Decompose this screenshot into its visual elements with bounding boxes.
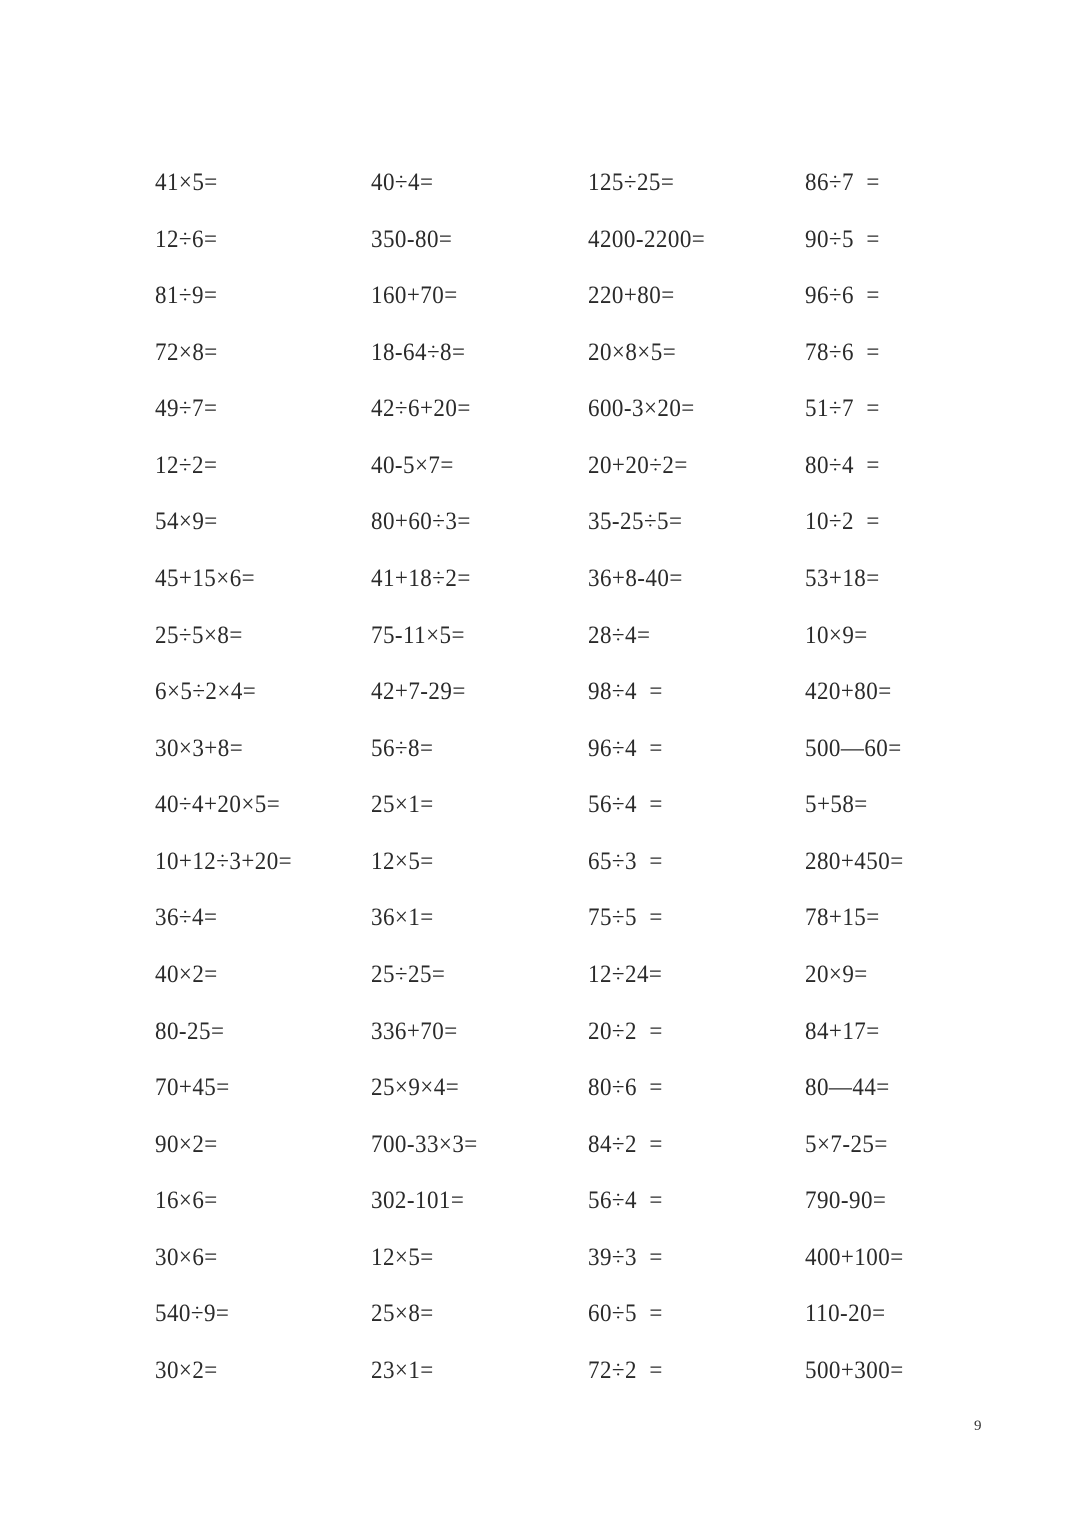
arithmetic-problem: 36+8-40= — [588, 564, 683, 592]
arithmetic-problem: 78+15= — [805, 904, 880, 932]
arithmetic-problem: 350-80= — [371, 225, 453, 253]
arithmetic-problem: 20÷2 = — [588, 1017, 663, 1045]
arithmetic-problem: 80÷6 = — [588, 1074, 663, 1102]
arithmetic-problem: 41+18÷2= — [371, 564, 471, 592]
page-number: 9 — [974, 1418, 982, 1434]
arithmetic-problem: 40÷4= — [371, 169, 434, 196]
arithmetic-problem: 51÷7 = — [805, 395, 880, 423]
problem-row — [0, 559, 1080, 599]
arithmetic-problem: 80—44= — [805, 1074, 890, 1102]
problem-row — [0, 785, 1080, 825]
arithmetic-problem: 4200-2200= — [588, 225, 706, 253]
arithmetic-problem: 5+58= — [805, 791, 868, 819]
arithmetic-problem: 40-5×7= — [371, 451, 454, 479]
arithmetic-problem: 220+80= — [588, 282, 675, 310]
arithmetic-problem: 56÷4 = — [588, 1187, 663, 1215]
arithmetic-problem: 20+20÷2= — [588, 451, 688, 479]
arithmetic-problem: 5×7-25= — [805, 1130, 888, 1158]
problem-row — [0, 1181, 1080, 1221]
problem-row — [0, 729, 1080, 769]
arithmetic-problem: 45+15×6= — [155, 564, 256, 592]
arithmetic-problem: 90×2= — [155, 1130, 218, 1158]
arithmetic-problem: 280+450= — [805, 847, 904, 875]
arithmetic-problem: 110-20= — [805, 1300, 886, 1328]
arithmetic-problem: 75-11×5= — [371, 621, 465, 649]
arithmetic-problem: 20×9= — [805, 960, 868, 988]
arithmetic-problem: 86÷7 = — [805, 169, 880, 196]
arithmetic-problem: 49÷7= — [155, 395, 218, 423]
problem-row — [0, 276, 1080, 316]
arithmetic-problem: 80-25= — [155, 1017, 225, 1045]
problem-row — [0, 955, 1080, 995]
arithmetic-problem: 302-101= — [371, 1187, 465, 1215]
arithmetic-problem: 25÷5×8= — [155, 621, 243, 649]
arithmetic-problem: 700-33×3= — [371, 1130, 478, 1158]
arithmetic-problem: 56÷4 = — [588, 791, 663, 819]
arithmetic-problem: 12÷24= — [588, 960, 663, 988]
arithmetic-problem: 36÷4= — [155, 904, 218, 932]
arithmetic-problem: 36×1= — [371, 904, 434, 932]
arithmetic-problem: 80+60÷3= — [371, 508, 471, 536]
arithmetic-problem: 60÷5 = — [588, 1300, 663, 1328]
arithmetic-problem: 23×1= — [371, 1356, 434, 1384]
arithmetic-problem: 53+18= — [805, 564, 880, 592]
arithmetic-problem: 10÷2 = — [805, 508, 880, 536]
arithmetic-problem: 96÷4 = — [588, 734, 663, 762]
arithmetic-problem: 12×5= — [371, 1243, 434, 1271]
arithmetic-problem: 400+100= — [805, 1243, 904, 1271]
arithmetic-problem: 41×5= — [155, 169, 218, 196]
arithmetic-problem: 500—60= — [805, 734, 902, 762]
problem-row — [0, 333, 1080, 373]
arithmetic-problem: 40÷4+20×5= — [155, 791, 281, 819]
arithmetic-problem: 42÷6+20= — [371, 395, 471, 423]
arithmetic-problem: 12×5= — [371, 847, 434, 875]
arithmetic-problem: 25×9×4= — [371, 1074, 460, 1102]
problem-row — [0, 502, 1080, 542]
problem-row — [0, 672, 1080, 712]
problem-row — [0, 1351, 1080, 1391]
problem-row — [0, 1125, 1080, 1165]
arithmetic-problem: 540÷9= — [155, 1300, 230, 1328]
arithmetic-problem: 75÷5 = — [588, 904, 663, 932]
problem-row — [0, 1294, 1080, 1334]
arithmetic-problem: 80÷4 = — [805, 451, 880, 479]
arithmetic-problem: 420+80= — [805, 678, 892, 706]
arithmetic-problem: 336+70= — [371, 1017, 458, 1045]
arithmetic-problem: 18-64÷8= — [371, 338, 466, 366]
arithmetic-problem: 72×8= — [155, 338, 218, 366]
arithmetic-problem: 600-3×20= — [588, 395, 695, 423]
arithmetic-problem: 98÷4 = — [588, 678, 663, 706]
arithmetic-problem: 42+7-29= — [371, 678, 466, 706]
arithmetic-problem: 40×2= — [155, 960, 218, 988]
arithmetic-problem: 10+12÷3+20= — [155, 847, 293, 875]
arithmetic-problem: 56÷8= — [371, 734, 434, 762]
arithmetic-problem: 84+17= — [805, 1017, 880, 1045]
arithmetic-problem: 500+300= — [805, 1356, 904, 1384]
problem-row — [0, 1012, 1080, 1052]
arithmetic-problem: 25×8= — [371, 1300, 434, 1328]
arithmetic-problem: 30×2= — [155, 1356, 218, 1384]
problem-row — [0, 446, 1080, 486]
arithmetic-problem: 65÷3 = — [588, 847, 663, 875]
problem-row — [0, 898, 1080, 938]
arithmetic-problem: 39÷3 = — [588, 1243, 663, 1271]
arithmetic-problem: 12÷2= — [155, 451, 218, 479]
arithmetic-problem: 54×9= — [155, 508, 218, 536]
arithmetic-problem: 81÷9= — [155, 282, 218, 310]
arithmetic-problem: 72÷2 = — [588, 1356, 663, 1384]
arithmetic-problem: 125÷25= — [588, 169, 675, 196]
arithmetic-problem: 84÷2 = — [588, 1130, 663, 1158]
arithmetic-problem: 160+70= — [371, 282, 458, 310]
problem-row — [0, 389, 1080, 429]
arithmetic-problem: 30×3+8= — [155, 734, 244, 762]
arithmetic-problem: 90÷5 = — [805, 225, 880, 253]
arithmetic-problem: 20×8×5= — [588, 338, 677, 366]
arithmetic-problem: 70+45= — [155, 1074, 230, 1102]
problem-row — [0, 1238, 1080, 1278]
arithmetic-problem: 10×9= — [805, 621, 868, 649]
arithmetic-problem: 790-90= — [805, 1187, 887, 1215]
arithmetic-problem: 12÷6= — [155, 225, 218, 253]
problem-row — [0, 1068, 1080, 1108]
arithmetic-problem: 30×6= — [155, 1243, 218, 1271]
problem-row — [0, 163, 1080, 203]
arithmetic-problem: 78÷6 = — [805, 338, 880, 366]
arithmetic-problem: 25×1= — [371, 791, 434, 819]
problem-row — [0, 842, 1080, 882]
problem-row — [0, 616, 1080, 656]
arithmetic-problem: 35-25÷5= — [588, 508, 683, 536]
arithmetic-problem: 6×5÷2×4= — [155, 678, 257, 706]
arithmetic-problem: 16×6= — [155, 1187, 218, 1215]
arithmetic-problem: 25÷25= — [371, 960, 446, 988]
arithmetic-problem: 28÷4= — [588, 621, 651, 649]
arithmetic-problem: 96÷6 = — [805, 282, 880, 310]
problem-row — [0, 220, 1080, 260]
